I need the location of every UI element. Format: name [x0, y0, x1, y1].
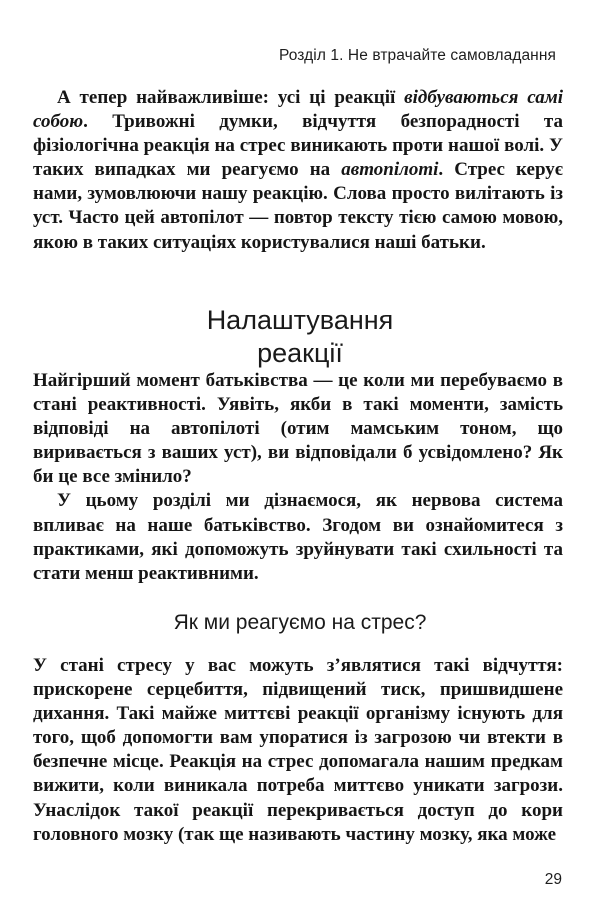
running-header: Розділ 1. Не втрачайте самовладання	[278, 47, 556, 64]
intro-emphasis-1: відбуваються самі собою	[33, 87, 563, 133]
page-number: 29	[544, 871, 562, 888]
intro-text-1: А тепер найважливіше: усі ці реакції	[57, 87, 405, 108]
subsection-heading: Як ми реагуємо на стрес?	[173, 611, 427, 634]
section-body	[33, 369, 563, 586]
intro-block	[33, 86, 563, 255]
intro-emphasis-2: автопілоті	[341, 159, 439, 181]
section-heading-line-2: реакції	[257, 338, 343, 368]
intro-text-3: . Стрес керує нами, зумовлюючи нашу реакцію. Слова просто вилітають із уст. Часто цей автопілот — повтор тексту тією самою мовою, якою в таких ситуаціях користувалися наші батьки.	[33, 159, 563, 253]
intro-paragraph	[33, 86, 563, 255]
section-paragraph-2: У цьому розділі ми дізнаємося, як нервова система впливає на наше батьківство. Згодом ви ознайомитеся з практиками, які допоможуть зруйнувати такі схильності та стати менш реактивними.	[33, 490, 563, 584]
section-heading-line-1: Налаштування	[206, 305, 394, 335]
section-paragraph-1: Найгірший момент батьківства — це коли ми перебуваємо в стані реактивності. Уявіть, якби в такі моменти, замість відповіді на автопілоті (отим мамським тоном, що виривається з ваших уст), ви відповідали б усвідомлено? Як би це все змінило?	[33, 370, 563, 488]
subsection-paragraph-1: У стані стресу у вас можуть з’являтися такі відчуття: прискорене серцебиття, підвищений тиск, пришвидшене дихання. Такі майже миттєві реакції організму існують для того, щоб допомогти вам упоратися із загрозою чи втекти в безпечне місце. Реакція на стрес допомагала нашим предкам вижити, коли виникала потреба миттєво уникати загрози. Унаслідок такої реакції перекривається доступ до кори головного мозку (так ще називають частину мозку, яка може	[33, 655, 563, 845]
subsection-body	[33, 654, 563, 847]
intro-text-2: . Тривожні думки, відчуття безпорадності та фізіологічна реакція на стрес виникають проти нашої волі. У таких випадках ми реагуємо на	[33, 111, 563, 181]
section-heading	[0, 304, 600, 370]
